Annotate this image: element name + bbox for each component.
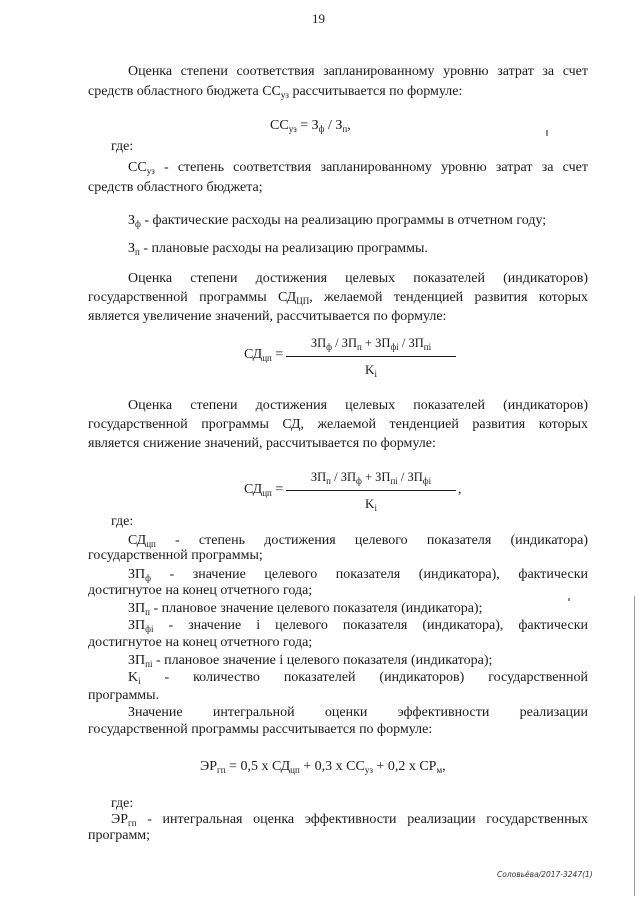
para1-line2: средств областного бюджета $СС_{уз}$ рассчитывается по формуле:	[88, 84, 463, 100]
para3-line3: является снижение значений, рассчитывается по формуле:	[88, 436, 436, 451]
formula-term: + ЗП	[361, 336, 391, 350]
def-er-line2: программ;	[88, 828, 151, 843]
formula-term: / ЗП	[398, 336, 424, 350]
def-zpfi-line2: достигнутое на конец отчетного года;	[88, 635, 313, 650]
formula-ss: $СС_{уз} = З_ф / З_п$,	[270, 118, 351, 134]
formula-term: = 0,5 х СД	[225, 759, 291, 774]
formula-subscript: ф	[356, 476, 362, 486]
scan-edge-line	[634, 596, 635, 896]
formula-subscript: п	[326, 476, 331, 486]
para4-line2: государственной программы рассчитывается по формуле:	[88, 722, 433, 737]
formula-term: + ЗП	[361, 470, 391, 484]
formula3-denominator: $K_i$	[365, 496, 377, 513]
para3-line2: государственной программы СД, желаемой тенденцией развития которых	[88, 417, 588, 432]
formula2-denominator: $K_i$	[365, 362, 377, 379]
where-label: где:	[111, 796, 134, 811]
def-er: $ЭР_{гп}$ - интегральная оценка эффективности реализации государственных	[111, 812, 588, 828]
def-zpp: $ЗП_п$ - плановое значение целевого показателя (индикатора);	[128, 601, 483, 617]
para4-line1: Значение интегральной оценки эффективности реализации	[128, 705, 588, 720]
def-ki-line2: программы.	[88, 688, 160, 703]
formula-er	[200, 759, 446, 775]
def-zpfi: $ЗП_{фi}$ - значение i целевого показателя (индикатора), фактически	[128, 618, 588, 634]
formula-term: ,	[442, 759, 446, 774]
formula3-numerator	[286, 469, 456, 485]
where-label: где:	[111, 514, 134, 529]
fraction-bar	[286, 356, 456, 357]
formula-subscript: фi	[422, 476, 432, 486]
formula-term: / ЗП	[330, 470, 356, 484]
formula-subscript: гп	[217, 765, 226, 775]
fraction-bar	[286, 490, 456, 491]
para1-line1: Оценка степени соответствия запланированному уровню затрат за счет	[128, 64, 588, 79]
formula-term: ЭР	[200, 759, 218, 774]
def-sd-line2: государственной программы;	[88, 548, 263, 563]
page-number: 19	[312, 11, 325, 26]
formula-subscript: пi	[423, 342, 432, 352]
formula-subscript: п	[357, 342, 362, 352]
formula-term: ЗП	[310, 470, 327, 484]
formula-subscript: фi	[390, 342, 399, 352]
formula-subscript: м	[436, 765, 443, 775]
def-zppi: $ЗП_{пi}$ - плановое значение i целевого показателя (индикатора);	[128, 653, 493, 669]
def-ss: $СС_{уз}$ - степень соответствия запланированному уровню затрат за счет	[128, 160, 588, 176]
para2-line3: является увеличение значений, рассчитывается по формуле:	[88, 309, 447, 324]
def-ki: $K_i$ - количество показателей (индикаторов) государственной	[128, 670, 588, 686]
scan-mark	[546, 130, 548, 136]
where-label: где:	[111, 139, 134, 154]
para3-line1: Оценка степени достижения целевых показателей (индикаторов)	[128, 398, 588, 413]
def-zpf-line2: достигнутое на конец отчетного года;	[88, 583, 313, 598]
para2-line1: Оценка степени достижения целевых показателей (индикаторов)	[128, 271, 588, 286]
formula-subscript: цп	[290, 765, 300, 775]
formula-term: ЗП	[310, 336, 327, 350]
def-zpf: $ЗП_ф$ - значение целевого показателя (индикатора), фактически	[128, 567, 588, 583]
formula-term: / ЗП	[332, 336, 358, 350]
formula-subscript: уз	[364, 765, 373, 775]
para2-line2: государственной программы $СД_{ЦП}$, желаемой тенденцией развития которых	[88, 290, 588, 306]
def-zp: $З_п$ - плановые расходы на реализацию программы.	[128, 241, 428, 257]
formula2-numerator	[286, 335, 456, 351]
formula-term: + 0,2 х СР	[372, 759, 437, 774]
scan-mark	[568, 598, 570, 601]
formula-subscript: ф	[326, 342, 332, 352]
def-zf: $З_ф$ - фактические расходы на реализацию программы в отчетном году;	[128, 213, 547, 229]
def-ss-line2: средств областного бюджета;	[88, 180, 263, 195]
formula-term: / ЗП	[397, 470, 423, 484]
formula-subscript: пi	[390, 476, 398, 486]
def-sd: $СД_{цп}$ - степень достижения целевого показателя (индикатора)	[128, 533, 588, 549]
document-footer: Соловьёва/2017-3247(1)	[497, 870, 593, 879]
formula-term: + 0,3 х СС	[299, 759, 365, 774]
